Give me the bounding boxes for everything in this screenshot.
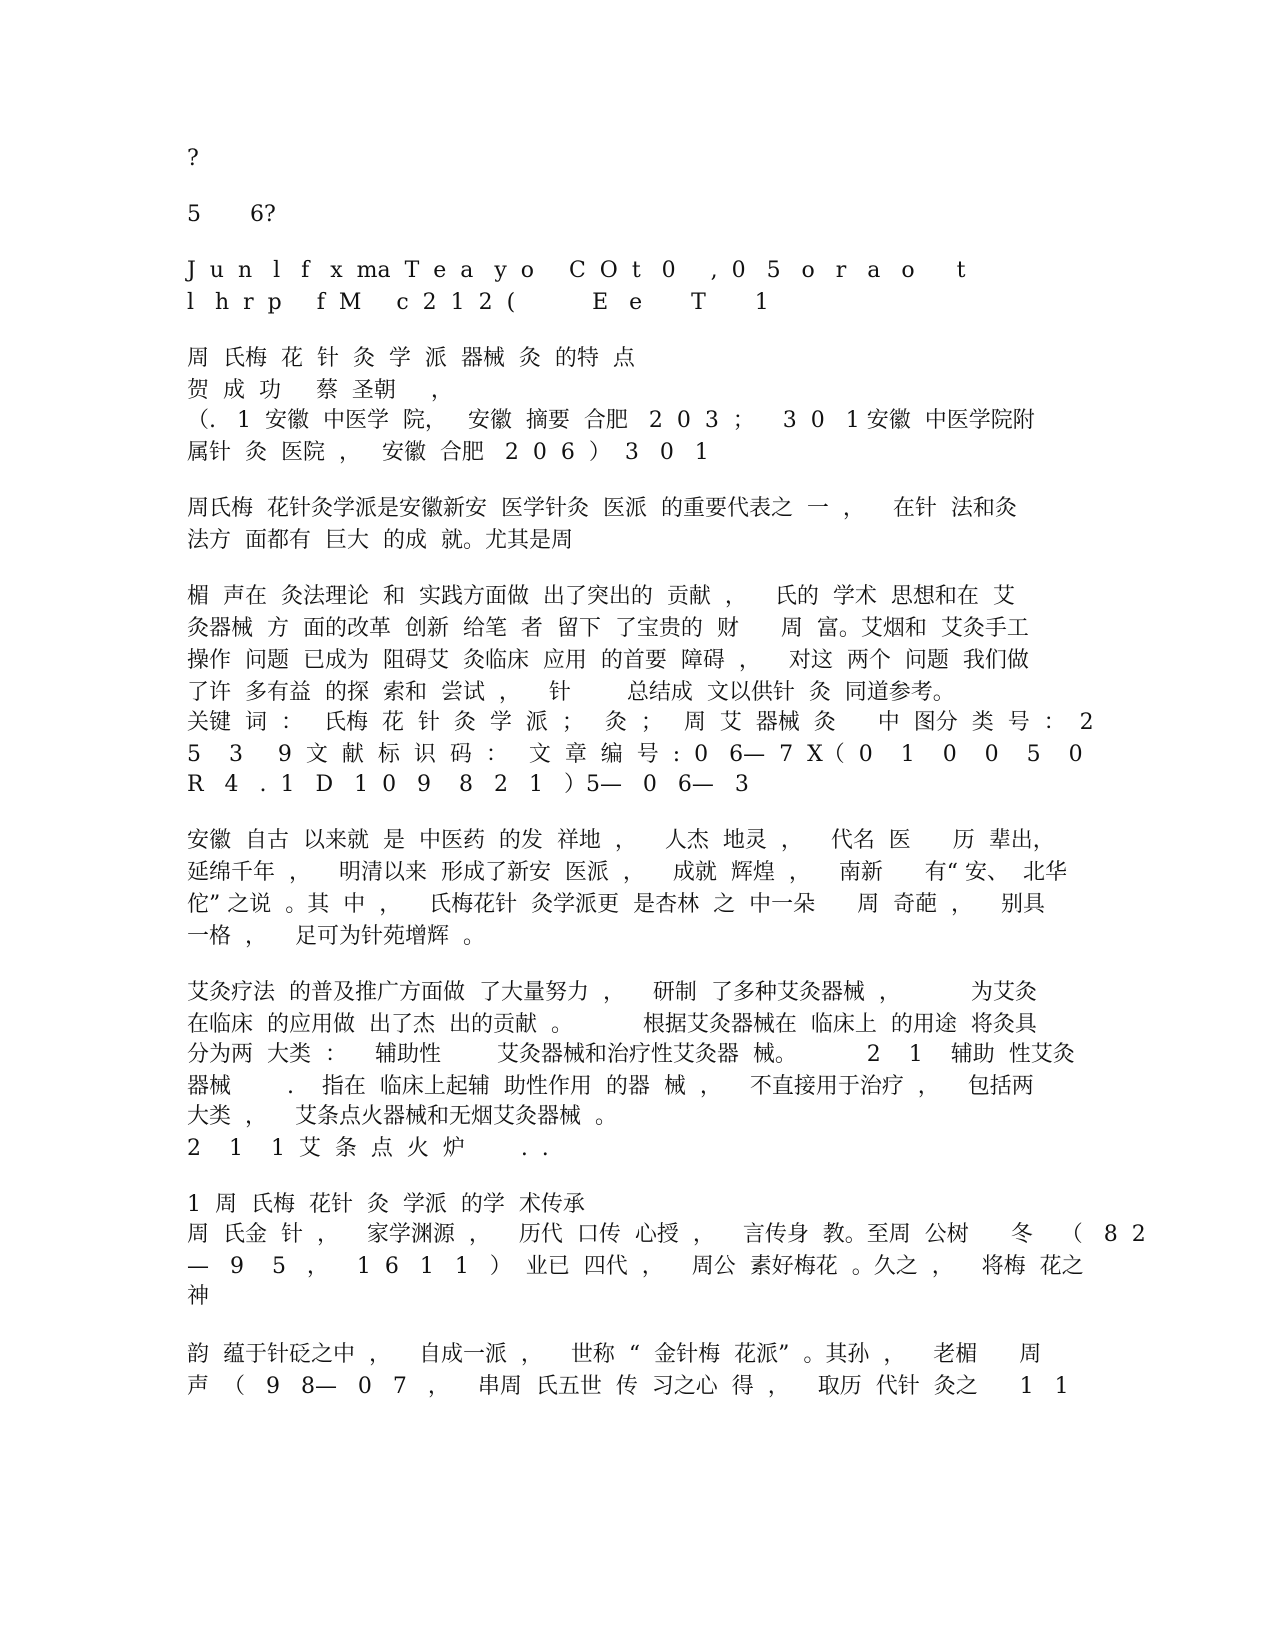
body-line: 神 bbox=[187, 1284, 210, 1309]
body-line: 延绵千年 ， 明清以来 形成了新安 医派 ， 成就 辉煌 ， 南新 有“ 安、 北华 bbox=[187, 860, 1068, 885]
body-line: 韵 蕴于针砭之中 ， 自成一派 ， 世称 “ 金针梅 花派” 。其孙 ， 老楣 周 bbox=[187, 1342, 1042, 1367]
body-line: 安徽 自古 以来就 是 中医药 的发 祥地 ， 人杰 地灵 ， 代名 医 历 辈出， bbox=[187, 828, 1055, 853]
body-line: 分为两 大类 ： 辅助性 艾灸器械和治疗性艾灸器 械。 2 1 辅助 性艾灸 bbox=[187, 1042, 1075, 1067]
keywords-line: 关键 词 ： 氏梅 花 针 灸 学 派 ； 灸 ； 周 艾 器械 灸 中 图分 类 号 ： 2 bbox=[187, 710, 1094, 735]
body-line: 艾灸疗法 的普及推广方面做 了大量努力 ， 研制 了多种艾灸器械 ， 为艾灸 bbox=[187, 980, 1037, 1005]
author-line: 贺 成 功 蔡 圣朝 ， bbox=[187, 378, 453, 403]
affiliation-line-2: 属针 灸 医院 ， 安徽 合肥 2 0 6 ） 3 0 1 bbox=[187, 440, 709, 465]
garbled-english-line-1: J u n l f x ma T e a y o C O t 0 , 0 5 o r a o t bbox=[187, 258, 966, 283]
body-line: 器械 . 指在 临床上起辅 助性作用 的器 械 ， 不直接用于治疗 ， 包括两 bbox=[187, 1074, 1034, 1099]
page-mark: ? bbox=[187, 146, 199, 171]
body-line: — 9 5 ， 1 6 1 1 ） 业已 四代 ， 周公 素好梅花 。久之 ， 将梅 花之 bbox=[187, 1254, 1084, 1279]
body-line: 灸器械 方 面的改革 创新 给笔 者 留下 了宝贵的 财 周 富。艾烟和 艾灸手工 bbox=[187, 616, 1029, 641]
article-title: 周 氏梅 花 针 灸 学 派 器械 灸 的特 点 bbox=[187, 346, 635, 371]
body-line: 周 氏金 针 ， 家学渊源 ， 历代 口传 心授 ， 言传身 教。至周 公树 冬 （ 8 2 bbox=[187, 1222, 1146, 1247]
body-line: 楣 声在 灸法理论 和 实践方面做 出了突出的 贡献 ， 氏的 学术 思想和在 艾 bbox=[187, 584, 1015, 609]
subsection-heading: 2 1 1 艾 条 点 火 炉 . . bbox=[187, 1136, 549, 1161]
classification-line: 5 3 9 文 献 标 识 码 ： 文 章 编 号 : 0 6— 7 X（ 0 1 0 0 5 0 bbox=[187, 742, 1083, 767]
classification-line: R 4 . 1 D 1 0 9 8 2 1 ）5— 0 6— 3 bbox=[187, 772, 749, 797]
page-number-line: 5 6? bbox=[187, 202, 276, 227]
section-heading: 1 周 氏梅 花针 灸 学派 的学 术传承 bbox=[187, 1192, 585, 1217]
body-line: 一格 ， 足可为针苑增辉 。 bbox=[187, 924, 485, 949]
body-line: 声 （ 9 8— 0 7 ， 串周 氏五世 传 习之心 得 ， 取历 代针 灸之 1 1 bbox=[187, 1374, 1069, 1399]
abstract-line-2: 法方 面都有 巨大 的成 就。尤其是周 bbox=[187, 528, 573, 553]
body-line: 大类 ， 艾条点火器械和无烟艾灸器械 。 bbox=[187, 1104, 617, 1129]
abstract-line-1: 周氏梅 花针灸学派是安徽新安 医学针灸 医派 的重要代表之 一 ， 在针 法和灸 bbox=[187, 496, 1017, 521]
garbled-english-line-2: l h r p f M c 2 1 2 ( E e T 1 bbox=[187, 290, 769, 315]
body-line: 操作 问题 已成为 阻碍艾 灸临床 应用 的首要 障碍 ， 对这 两个 问题 我们做 bbox=[187, 648, 1029, 673]
affiliation-line-1: （. 1 安徽 中医学 院， 安徽 摘要 合肥 2 0 3 ； 3 0 1 安徽 中医学院附 bbox=[187, 408, 1035, 433]
body-line: 了许 多有益 的探 索和 尝试 ， 针 总结成 文以供针 灸 同道参考。 bbox=[187, 680, 955, 705]
body-line: 在临床 的应用做 出了杰 出的贡献 。 根据艾灸器械在 临床上 的用途 将灸具 bbox=[187, 1012, 1037, 1037]
body-line: 佗” 之说 。其 中 ， 氏梅花针 灸学派更 是杏林 之 中一朵 周 奇葩 ， 别具 bbox=[187, 892, 1046, 917]
